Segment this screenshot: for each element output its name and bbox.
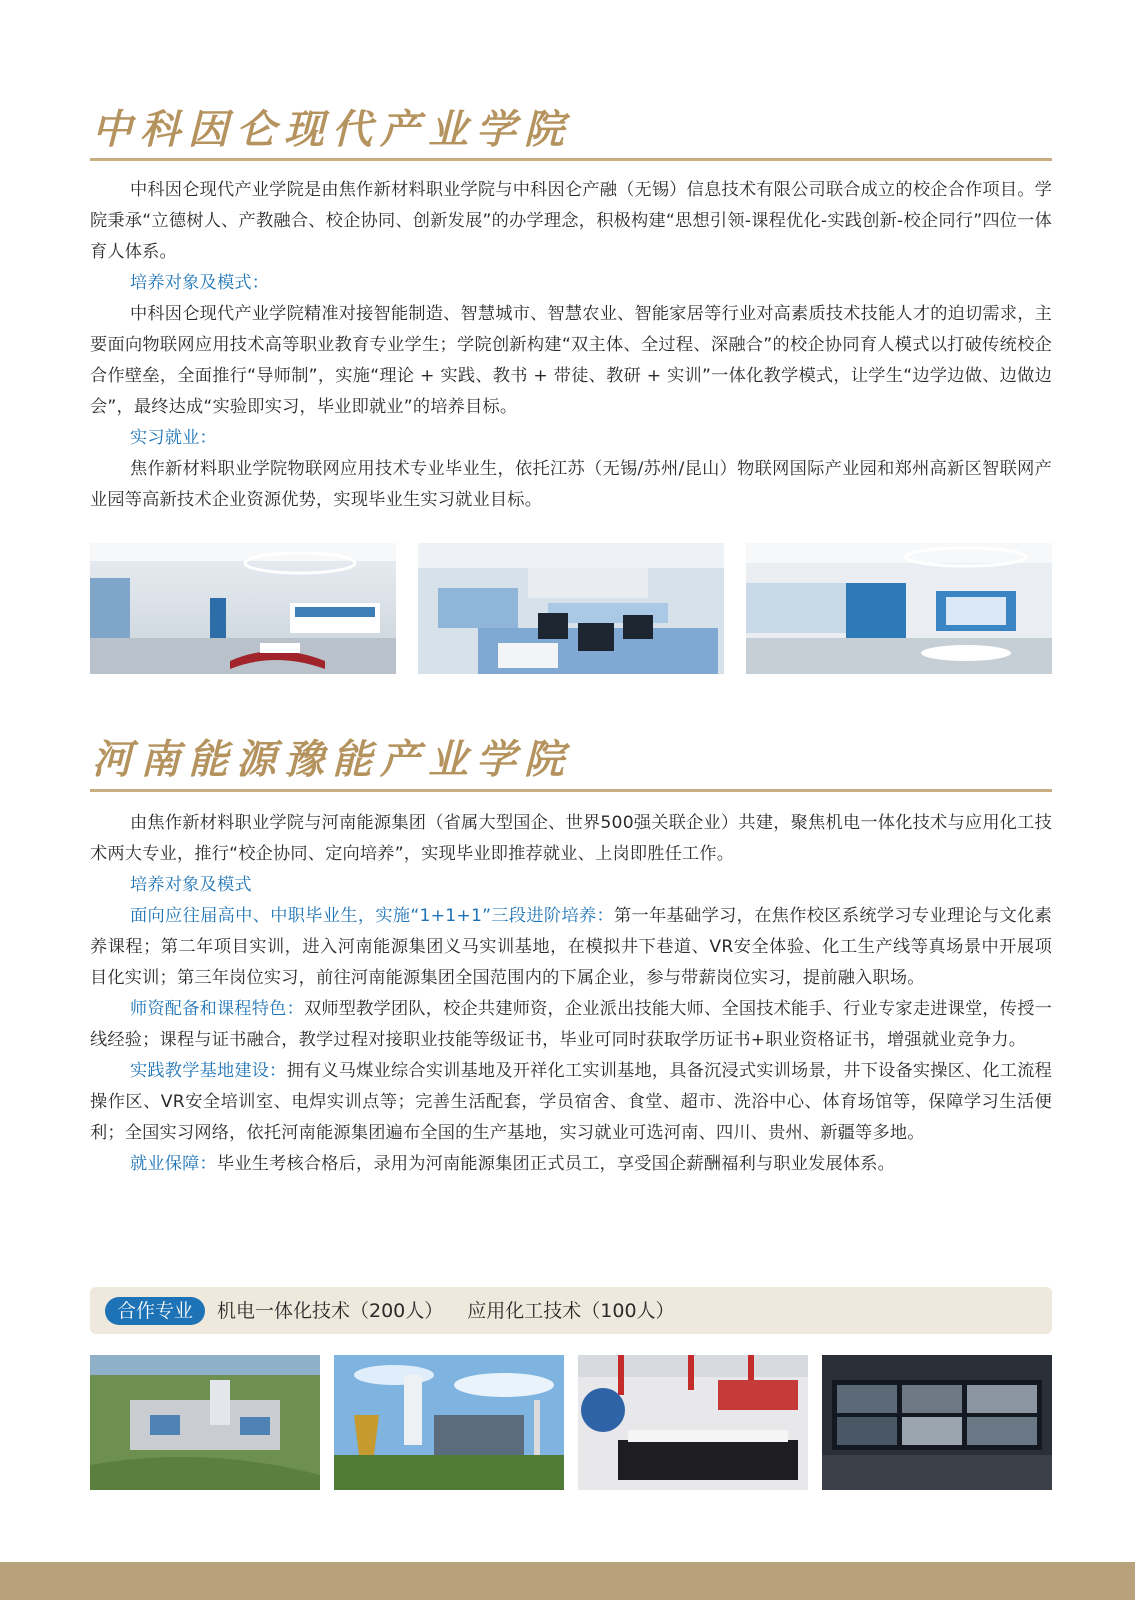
cooperation-badge: 合作专业 bbox=[105, 1297, 205, 1325]
footer-band bbox=[0, 1562, 1135, 1600]
control-center-photo bbox=[822, 1355, 1052, 1490]
section1-sub2-title: 实习就业： bbox=[130, 428, 217, 448]
section2-sub-title: 培养对象及模式 bbox=[130, 875, 252, 895]
industrial-park-aerial-photo bbox=[90, 1355, 320, 1490]
exhibition-hall-photo bbox=[90, 543, 396, 674]
section1-sub2-text: 焦作新材料职业学院物联网应用技术专业毕业生，依托江苏（无锡/苏州/昆山）物联网国际产业园和郑州高新区智联网产业园等高新技术企业资源优势，实现毕业生实习就业目标。 bbox=[90, 459, 1052, 510]
base-label: 实践教学基地建设： bbox=[130, 1061, 287, 1081]
section2-paragraph-base bbox=[90, 1056, 1052, 1149]
employment-label: 就业保障： bbox=[130, 1154, 217, 1174]
section1-intro: 中科因仑现代产业学院是由焦作新材料职业学院与中科因仑产融（无锡）信息技术有限公司联合成立的校企合作项目。学院秉承“立德树人、产教融合、校企协同、创新发展”的办学理念，积极构建“思想引领-课程优化-实践创新-校企同行”四位一体育人体系。 bbox=[90, 180, 1052, 262]
section2-paragraph-faculty bbox=[90, 994, 1052, 1056]
mine-headframe-photo bbox=[334, 1355, 564, 1490]
faculty-text: 双师型教学团队，校企共建师资，企业派出技能大师、全国技术能手、行业专家走进课堂，传授一线经验；课程与证书融合，教学过程对接职业技能等级证书，毕业可同时获取学历证书+职业资格证书，增强就业竞争力。 bbox=[90, 999, 1052, 1050]
section1-sub1-title: 培养对象及模式： bbox=[130, 273, 270, 293]
major-mechatronics: 机电一体化技术（200人） bbox=[217, 1300, 444, 1322]
cooperation-majors bbox=[217, 1297, 675, 1325]
showroom-photo bbox=[746, 543, 1052, 674]
base-text: 拥有义马煤业综合实训基地及开祥化工实训基地，具备沉浸式实训场景，井下设备实操区、化工流程操作区、VR安全培训室、电焊实训点等；完善生活配套，学员宿舍、食堂、超市、洗浴中心、体育场馆等，保障学习生活便利；全国实习网络，依托河南能源集团遍布全国的生产基地，实习就业可选河南、四川、贵州、新疆等多地。 bbox=[90, 1061, 1052, 1143]
section1-sub1-text: 中科因仑现代产业学院精准对接智能制造、智慧城市、智慧农业、智能家居等行业对高素质技术技能人才的迫切需求，主要面向物联网应用技术高等职业教育专业学生；学院创新构建“双主体、全过程、深融合”的校企协同育人模式以打破传统校企合作壁垒，全面推行“导师制”，实施“理论 + 实践、教书 + 带徒、教研 + 实训”一体化教学模式，让学生“边学边做、边做边会”，最终达成“实验即实习，毕业即就业”的培养目标。 bbox=[90, 304, 1052, 417]
section2-title: 河南能源豫能产业学院 bbox=[92, 736, 572, 783]
section1-body bbox=[90, 175, 1052, 516]
training-text: 第一年基础学习，在焦作校区系统学习专业理论与文化素养课程；第二年项目实训，进入河南能源集团义马实训基地，在模拟井下巷道、VR安全体验、化工生产线等真场景中开展项目化实训；第三年岗位实习，前往河南能源集团全国范围内的下属企业，参与带薪岗位实习，提前融入职场。 bbox=[90, 906, 1052, 988]
cooperation-majors-bar bbox=[90, 1287, 1052, 1334]
section2-divider bbox=[90, 789, 1052, 792]
faculty-label: 师资配备和课程特色： bbox=[130, 999, 304, 1019]
section1-divider bbox=[90, 158, 1052, 161]
section2-photo-row bbox=[90, 1355, 1052, 1490]
employment-text: 毕业生考核合格后，录用为河南能源集团正式员工，享受国企薪酬福利与职业发展体系。 bbox=[216, 1154, 896, 1174]
training-label: 面向应往届高中、中职毕业生，实施“1+1+1”三段进阶培养： bbox=[130, 906, 615, 926]
section1-title: 中科因仑现代产业学院 bbox=[92, 106, 572, 153]
section2-body bbox=[90, 808, 1052, 1180]
section2-intro: 由焦作新材料职业学院与河南能源集团（省属大型国企、世界500强关联企业）共建，聚焦机电一体化技术与应用化工技术两大专业，推行“校企协同、定向培养”，实现毕业即推荐就业、上岗即胜任工作。 bbox=[90, 813, 1052, 864]
iot-lab-photo bbox=[418, 543, 724, 674]
section1-photo-row bbox=[90, 543, 1052, 674]
major-applied-chemistry: 应用化工技术（100人） bbox=[467, 1300, 675, 1322]
chemistry-lab-photo bbox=[578, 1355, 808, 1490]
section2-paragraph-training bbox=[90, 901, 1052, 994]
section2-paragraph-employment bbox=[90, 1149, 1052, 1180]
